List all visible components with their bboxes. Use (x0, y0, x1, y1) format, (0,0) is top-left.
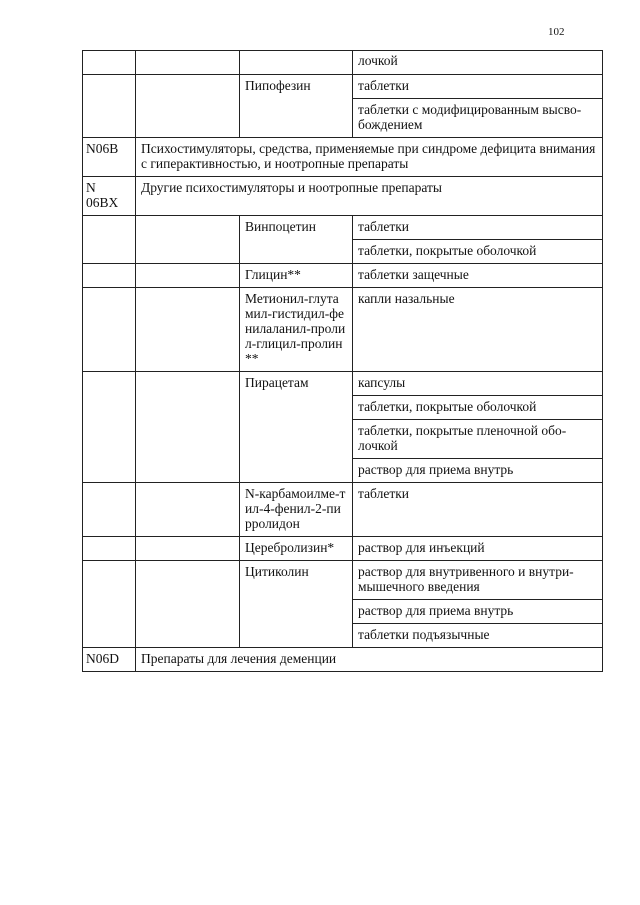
dosage-form-cell: капсулы (353, 372, 603, 396)
atc-code-cell: N06D (83, 648, 136, 672)
atc-group-cell (136, 372, 240, 483)
atc-group-cell (136, 288, 240, 372)
dosage-form-cell: таблетки защечные (353, 264, 603, 288)
dosage-form-cell: капли назальные (353, 288, 603, 372)
atc-code-cell (83, 264, 136, 288)
drug-name-cell: Цитиколин (240, 561, 353, 648)
dosage-form-cell: раствор для приема внутрь (353, 600, 603, 624)
drug-name-cell: Пипофезин (240, 75, 353, 138)
atc-group-cell (136, 75, 240, 138)
dosage-form-cell: таблетки (353, 75, 603, 99)
atc-code-cell (83, 561, 136, 648)
atc-code-cell (83, 537, 136, 561)
atc-code-cell (83, 288, 136, 372)
table-row (83, 138, 603, 177)
dosage-form-cell: раствор для внутривенного и внутри-мышечного введения (353, 561, 603, 600)
dosage-form-cell: раствор для инъекций (353, 537, 603, 561)
table-row (83, 75, 603, 99)
dosage-form-cell: таблетки подъязычные (353, 624, 603, 648)
table-row (83, 648, 603, 672)
table-row (83, 537, 603, 561)
atc-group-cell (136, 51, 240, 75)
atc-group-cell (136, 561, 240, 648)
dosage-form-cell: таблетки (353, 216, 603, 240)
atc-code-cell: N06B (83, 138, 136, 177)
table-row (83, 288, 603, 372)
dosage-form-cell: лочкой (353, 51, 603, 75)
drug-name-cell: N-карбамоилме-тил-4-фенил-2-пирролидон (240, 483, 353, 537)
atc-code-cell (83, 483, 136, 537)
dosage-form-cell: таблетки, покрытые оболочкой (353, 240, 603, 264)
table-row (83, 372, 603, 396)
table-row (83, 216, 603, 240)
atc-group-cell: Другие психостимуляторы и ноотропные препараты (136, 177, 603, 216)
atc-group-cell: Психостимуляторы, средства, применяемые при синдроме дефицита внимания с гиперактивностью, и ноотропные препараты (136, 138, 603, 177)
drug-name-cell: Винпоцетин (240, 216, 353, 264)
drug-name-cell: Метионил-глутамил-гистидил-фенилаланил-пролил-глицил-пролин** (240, 288, 353, 372)
drug-name-cell: Глицин** (240, 264, 353, 288)
atc-group-cell (136, 483, 240, 537)
dosage-form-cell: таблетки с модифицированным высво-бождением (353, 99, 603, 138)
atc-code-cell: N 06BX (83, 177, 136, 216)
atc-code-cell (83, 75, 136, 138)
page-number: 102 (548, 26, 565, 38)
dosage-form-cell: таблетки, покрытые пленочной обо-лочкой (353, 420, 603, 459)
table-row (83, 561, 603, 600)
table-row (83, 264, 603, 288)
drug-list-table (82, 50, 603, 672)
atc-group-cell (136, 264, 240, 288)
atc-code-cell (83, 51, 136, 75)
dosage-form-cell: таблетки, покрытые оболочкой (353, 396, 603, 420)
atc-code-cell (83, 372, 136, 483)
table-row (83, 51, 603, 75)
table-row (83, 177, 603, 216)
drug-name-cell: Церебролизин* (240, 537, 353, 561)
atc-code-cell (83, 216, 136, 264)
drug-name-cell: Пирацетам (240, 372, 353, 483)
atc-group-cell (136, 537, 240, 561)
table-row (83, 483, 603, 537)
atc-group-cell (136, 216, 240, 264)
drug-name-cell (240, 51, 353, 75)
atc-group-cell: Препараты для лечения деменции (136, 648, 603, 672)
dosage-form-cell: таблетки (353, 483, 603, 537)
dosage-form-cell: раствор для приема внутрь (353, 459, 603, 483)
